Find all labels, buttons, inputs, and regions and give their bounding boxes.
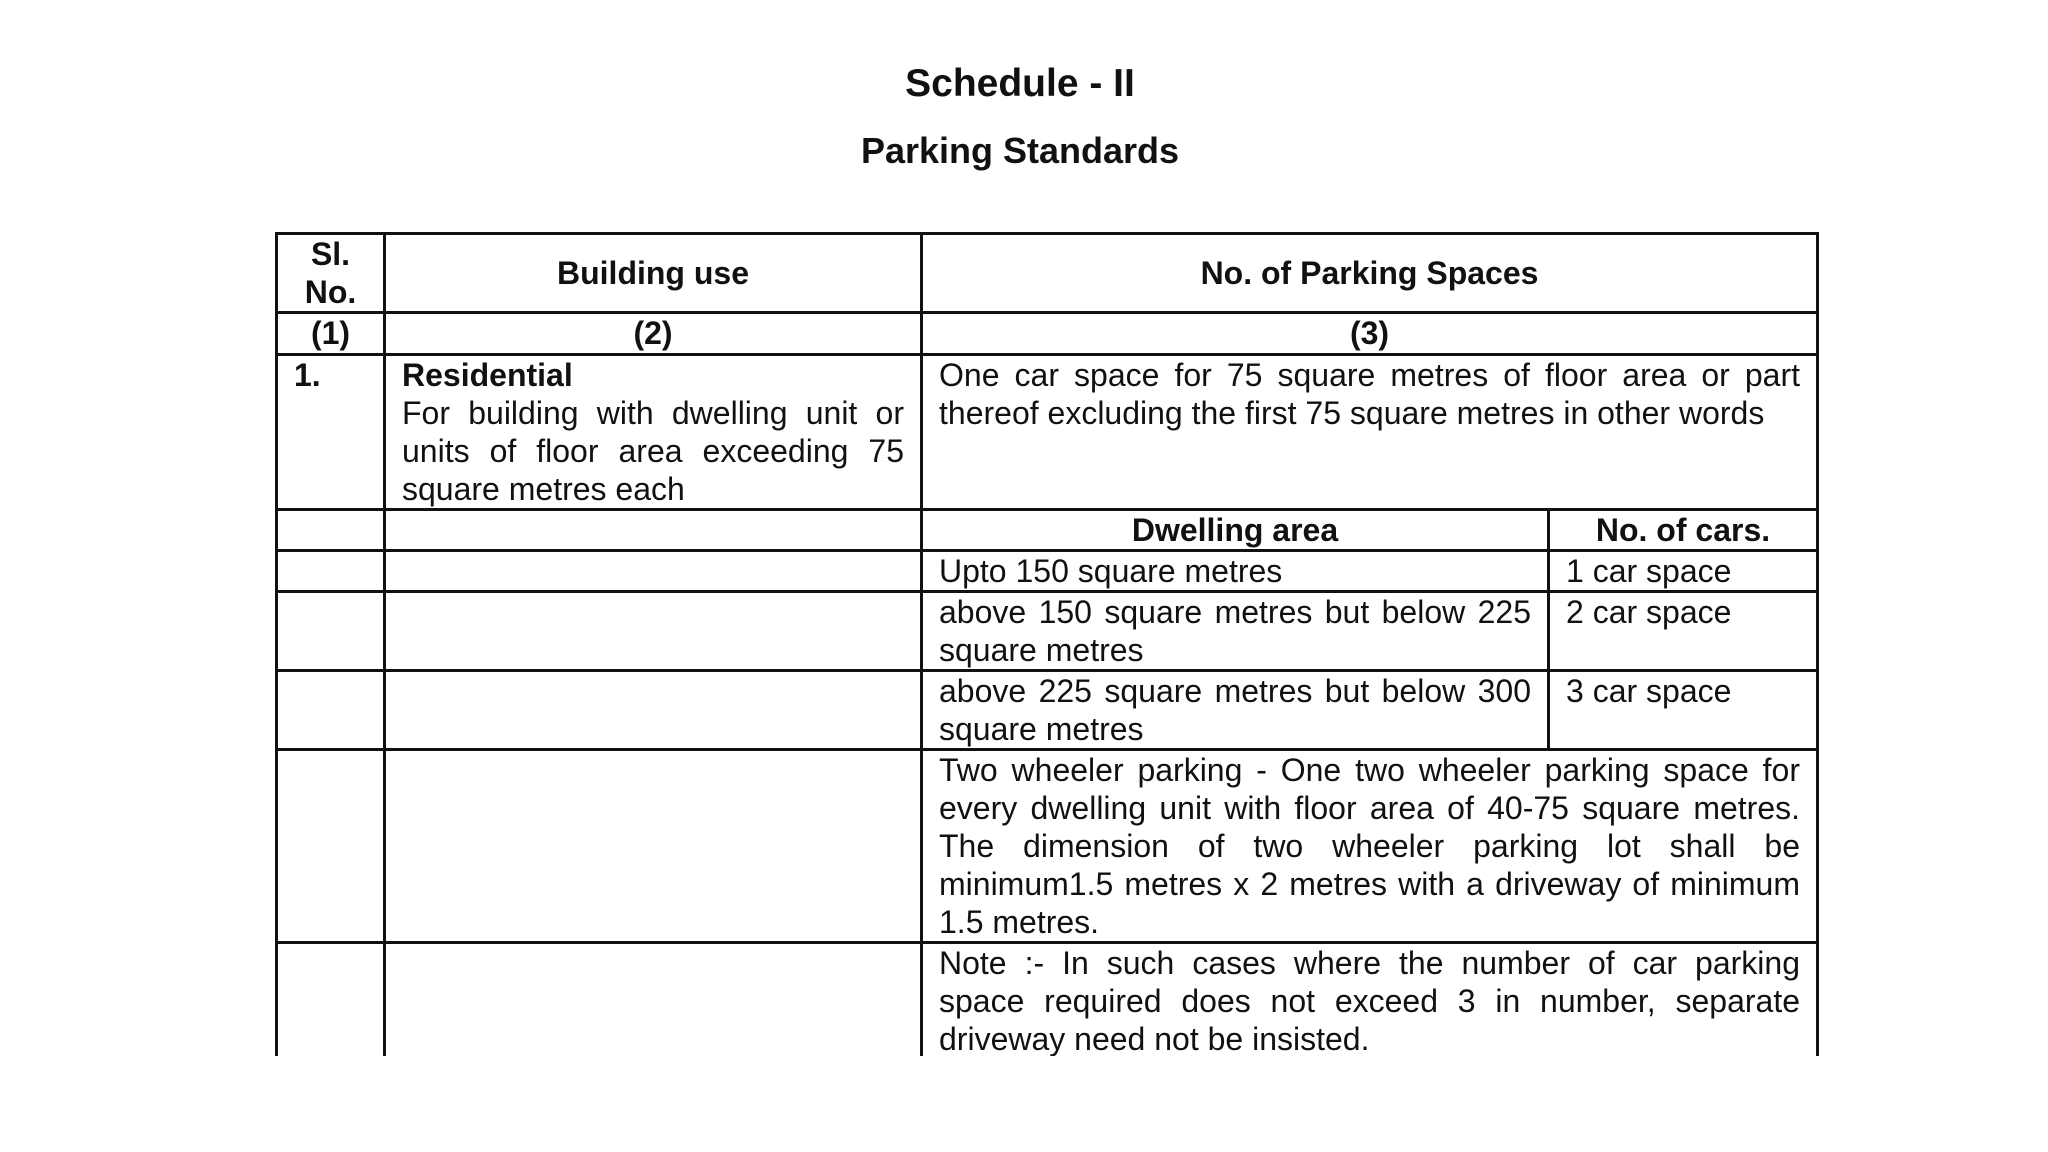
parking-standards-table (275, 232, 1819, 1056)
building-use-description: For building with dwelling unit or units of floor area exceeding 75 square metres each (402, 395, 904, 507)
empty-cell (385, 750, 922, 943)
header-parking-spaces: No. of Parking Spaces (922, 234, 1818, 313)
empty-cell (277, 592, 385, 671)
column-number-2: (2) (385, 313, 922, 355)
table-row (277, 671, 1818, 750)
column-number-1: (1) (277, 313, 385, 355)
empty-cell (277, 551, 385, 592)
building-use-cell (385, 355, 922, 510)
empty-cell (277, 510, 385, 551)
parking-rule: One car space for 75 square metres of floor area or part thereof excluding the first 75 square metres in other words (922, 355, 1818, 510)
table-row (277, 551, 1818, 592)
building-use-title: Residential (402, 357, 573, 393)
header-row (277, 234, 1818, 313)
empty-cell (385, 551, 922, 592)
column-number-row (277, 313, 1818, 355)
schedule-subtitle: Parking Standards (860, 130, 1180, 171)
schedule-title: Schedule - II (905, 62, 1135, 105)
empty-cell (385, 671, 922, 750)
dwelling-area: above 150 square metres but below 225 square metres (922, 592, 1549, 671)
parking-standards-table-wrapper (275, 232, 1820, 1056)
column-number-3: (3) (922, 313, 1818, 355)
table-row-note (277, 943, 1818, 1057)
empty-cell (385, 592, 922, 671)
table-row (277, 592, 1818, 671)
two-wheeler-rule: Two wheeler parking - One two wheeler parking space for every dwelling unit with floor area of 40-75 square metres. The dimension of two wheeler parking lot shall be minimum1.5 metres x 2 metres with a driveway of minimum 1.5 metres. (922, 750, 1818, 943)
header-sl-no: Sl. No. (277, 234, 385, 313)
empty-cell (385, 510, 922, 551)
no-of-cars: 3 car space (1549, 671, 1818, 750)
header-building-use: Building use (385, 234, 922, 313)
table-row-residential (277, 355, 1818, 510)
sub-table-header-row (277, 510, 1818, 551)
no-of-cars: 2 car space (1549, 592, 1818, 671)
no-of-cars: 1 car space (1549, 551, 1818, 592)
header-no-of-cars: No. of cars. (1549, 510, 1818, 551)
note-text: Note :- In such cases where the number of car parking space required does not exceed 3 in number, separate driveway need not be insisted. (922, 943, 1818, 1057)
header-dwelling-area: Dwelling area (922, 510, 1549, 551)
dwelling-area: Upto 150 square metres (922, 551, 1549, 592)
empty-cell (385, 943, 922, 1057)
table-row-two-wheeler (277, 750, 1818, 943)
sl-number: 1. (277, 355, 385, 510)
empty-cell (277, 750, 385, 943)
empty-cell (277, 671, 385, 750)
empty-cell (277, 943, 385, 1057)
dwelling-area: above 225 square metres but below 300 square metres (922, 671, 1549, 750)
